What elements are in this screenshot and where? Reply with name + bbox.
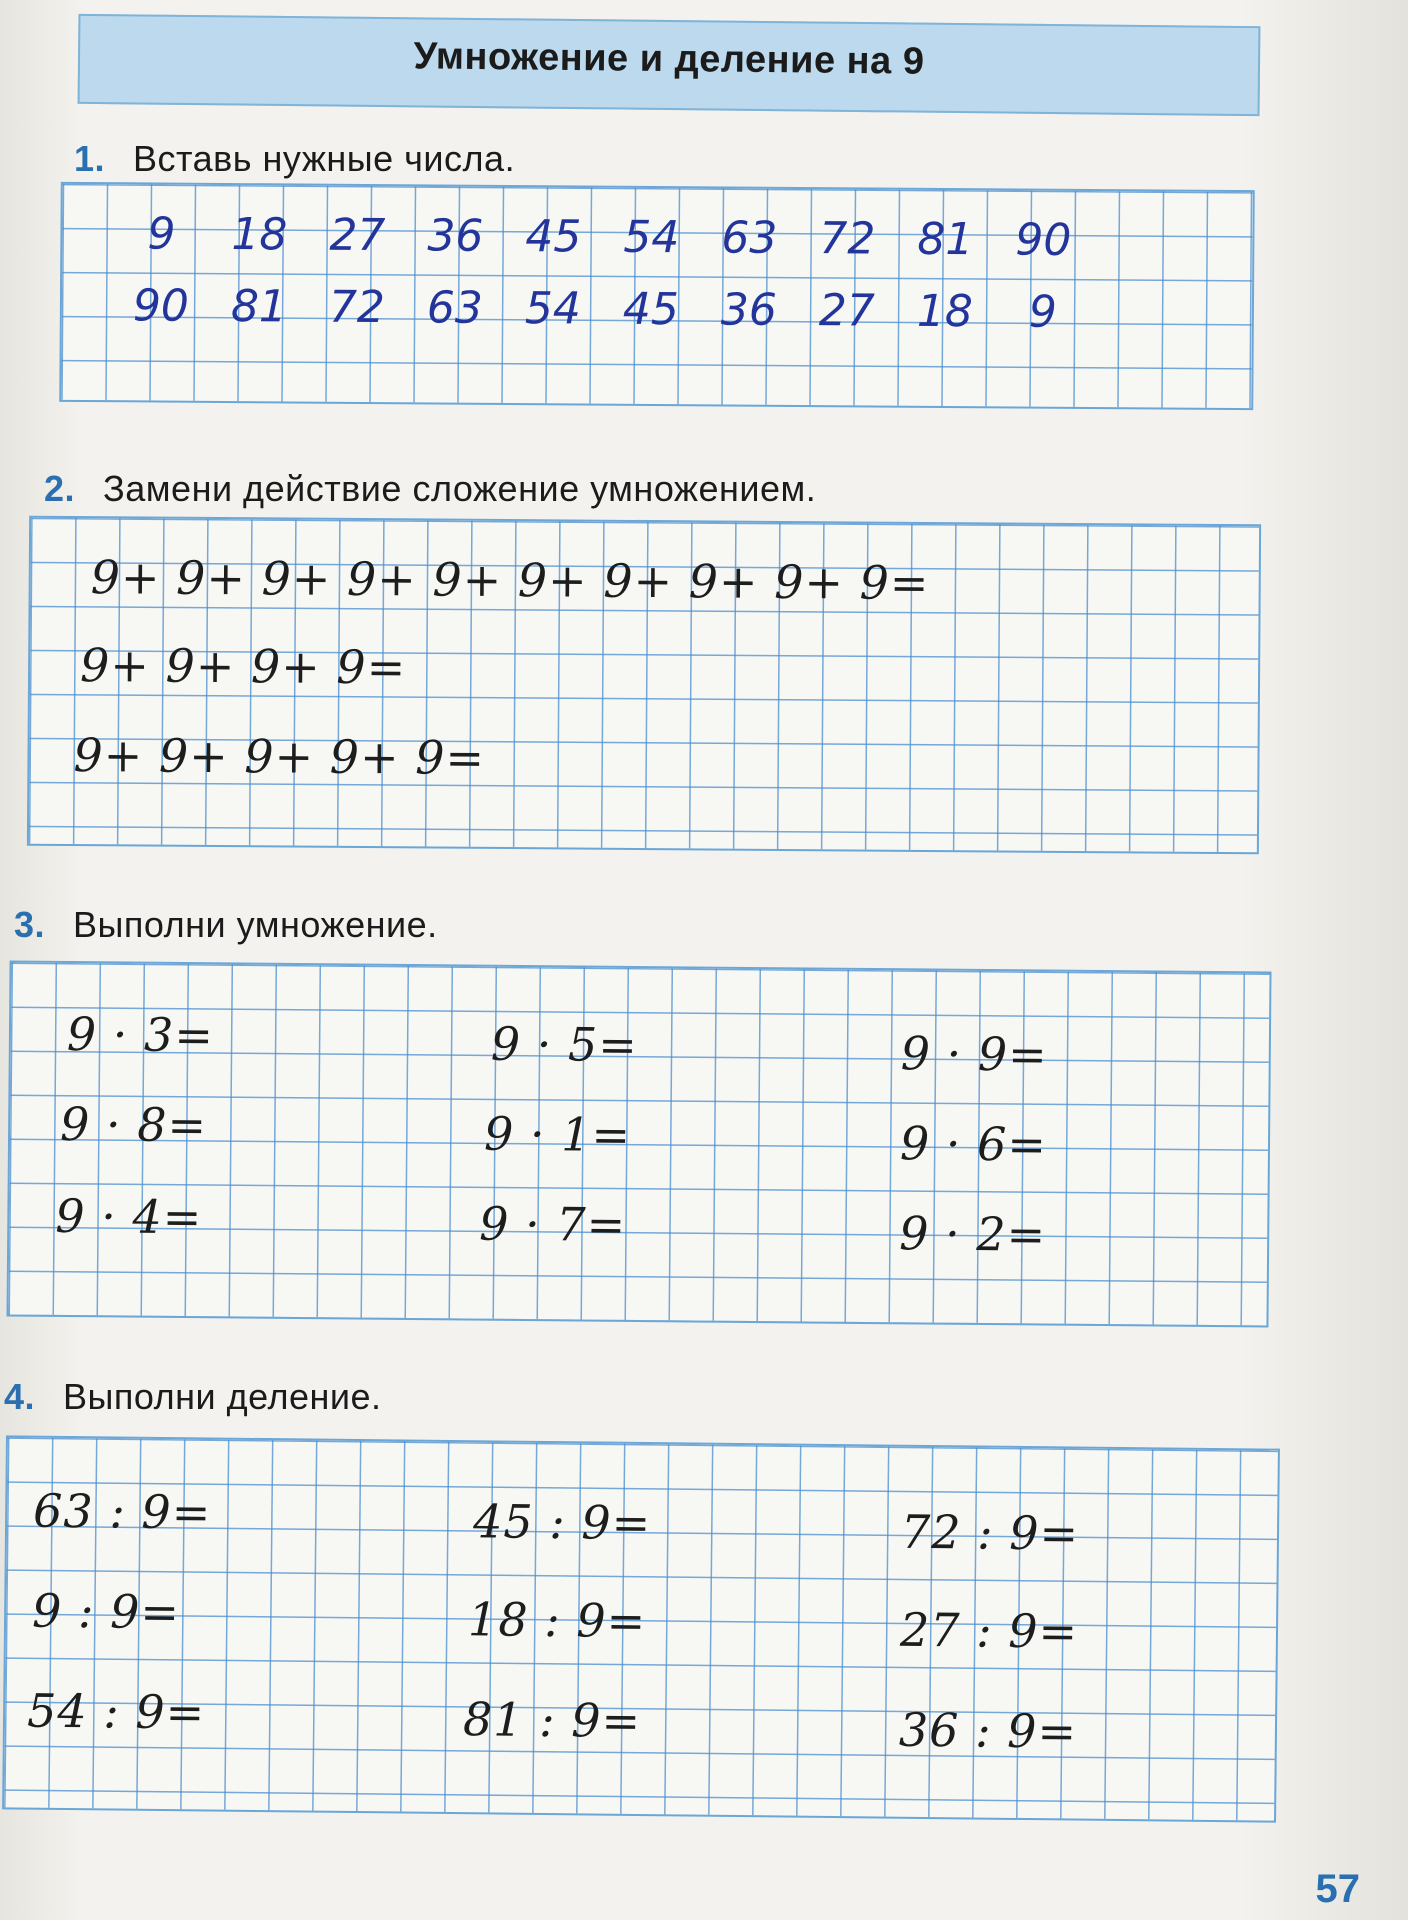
division-expression: 81 : 9= [462,1692,642,1749]
handwritten-number: 72 [819,213,876,265]
handwritten-number: 27 [818,285,876,337]
task1-number: 1. [74,138,106,179]
handwritten-number: 72 [328,281,386,334]
task1-row-1 [112,208,1252,267]
division-expression: 9 : 9= [31,1583,181,1640]
handwritten-number: 81 [230,281,288,333]
addition-expression: 9+ 9+ 9+ 9+ 9+ 9+ 9+ 9+ 9+ 9= [90,550,930,610]
multiplication-expression: 9 · 5= [490,1016,639,1072]
multiplication-expression: 9 · 1= [483,1106,632,1162]
task1-heading [74,138,515,180]
handwritten-number: 54 [524,283,582,335]
multiplication-expression: 9 · 7= [479,1196,627,1252]
task4-heading [4,1376,382,1418]
page-number: 57 [1315,1867,1360,1911]
task4-instruction: Выполни деление. [63,1376,382,1417]
task1-instruction: Вставь нужные числа. [133,138,516,179]
task1-grid [59,182,1255,410]
handwritten-number: 27 [329,209,386,262]
task1-row-2 [112,280,1252,339]
addition-expression: 9+ 9+ 9+ 9+ 9= [73,728,486,785]
task4-grid [2,1435,1280,1822]
division-expression: 72 : 9= [900,1504,1080,1561]
handwritten-number: 45 [622,283,680,336]
task2-grid [27,516,1261,855]
task3-number: 3. [14,904,46,945]
handwritten-number: 90 [132,280,190,332]
handwritten-number: 81 [917,213,974,266]
handwritten-number: 9 [147,208,176,260]
division-expression: 54 : 9= [26,1683,206,1740]
handwritten-number: 18 [231,209,288,261]
division-expression: 63 : 9= [32,1483,212,1540]
task3-grid [6,961,1271,1328]
division-expression: 45 : 9= [472,1494,652,1551]
multiplication-expression: 9 · 9= [900,1026,1048,1082]
handwritten-number: 9 [1028,286,1058,338]
handwritten-number: 54 [623,211,680,264]
task3-heading [14,904,438,946]
handwritten-number: 18 [916,285,974,338]
handwritten-number: 63 [721,212,778,264]
handwritten-number: 90 [1015,214,1072,266]
task4-number: 4. [4,1376,36,1417]
multiplication-expression: 9 · 8= [59,1096,208,1153]
addition-expression: 9+ 9+ 9+ 9= [79,638,407,695]
division-expression: 27 : 9= [899,1602,1079,1659]
handwritten-number: 45 [525,211,582,263]
division-expression: 36 : 9= [898,1702,1078,1759]
handwritten-number: 36 [720,284,778,336]
task2-number: 2. [44,468,76,509]
multiplication-expression: 9 · 6= [899,1116,1048,1172]
multiplication-expression: 9 · 3= [66,1007,215,1063]
page-title: Умножение и деление на 9 [413,35,925,83]
handwritten-number: 36 [427,210,484,262]
task3-instruction: Выполни умножение. [73,904,438,945]
division-expression: 18 : 9= [467,1592,647,1649]
task2-instruction: Замени действие сложение умножением. [103,468,817,509]
multiplication-expression: 9 · 4= [55,1188,203,1245]
handwritten-number: 63 [426,282,484,334]
title-banner [78,14,1261,116]
multiplication-expression: 9 · 2= [898,1206,1047,1262]
task2-heading [44,468,816,510]
